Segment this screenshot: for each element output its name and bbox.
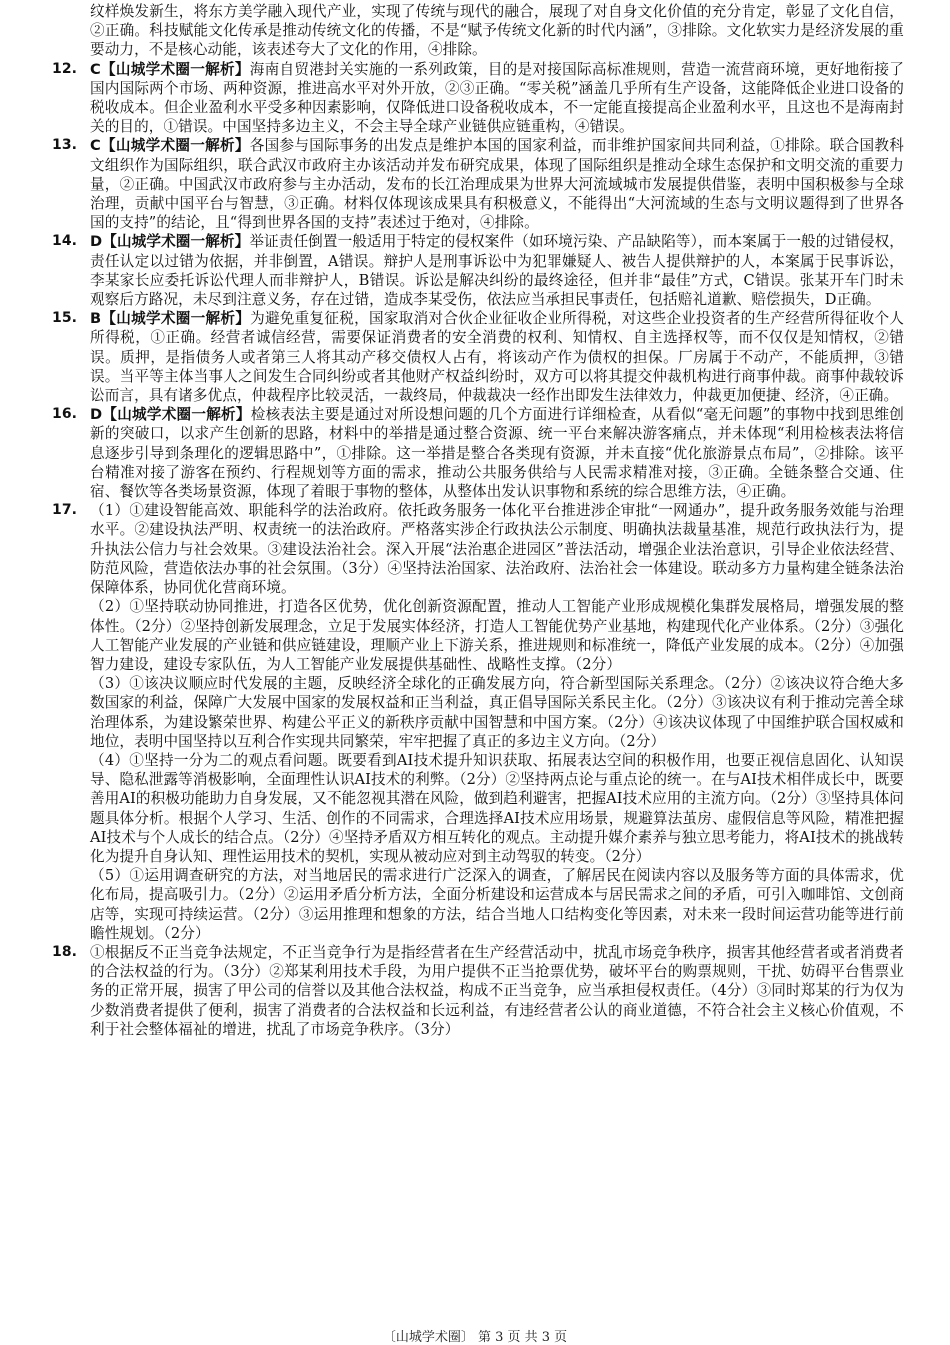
sub-answer-2: （2）①坚持联动协同推进，打造各区优势，优化创新资源配置，推动人工智能产业形成规模化集群发展格局，增强发展的整体性。（2分）②坚持创新发展理念，立足于发展实体经济，打造人工智能优势产业基地，构建现代化产业体系。（2分）③强化人工智能产业发展的产业链和供应链建设，理顺产业上下游关系，推进规则和标准统一，降低产业发展的成本。（2分）④加强智力建设，建设专家队伍，为人工智能产业发展提供基础性、战略性支撑。（2分） — [90, 598, 904, 673]
question-body — [90, 136, 904, 232]
source-tag: 【山城学术圈一解析】 — [101, 310, 251, 328]
sub-answer-3: （3）①该决议顺应时代发展的主题，反映经济全球化的正确发展方向，符合新型国际关系理念。（2分）②该决议符合绝大多数国家的利益，保障广大发展中国家的发展权益和正当利益，真正倡导国际关系民主化。（2分）③该决议有利于推动完善全球治理体系，为建设繁荣世界、构建公平正义的新秩序贡献中国智慧和中国方案。（2分）④该决议体现了中国维护联合国权威和地位，表明中国坚持以互利合作实现共同繁荣，牢牢把握了真正的多边主义方向。（2分） — [90, 675, 904, 750]
question-14 — [52, 232, 904, 309]
question-body — [90, 232, 904, 309]
source-tag: 【山城学术圈一解析】 — [100, 60, 250, 78]
sub-answer-1: （1）①建设智能高效、职能科学的法治政府。依托政务服务一体化平台推进涉企审批“一网通办”，提升政务服务效能与治理水平。②建设执法严明、权责统一的法治政府。严格落实涉企行政执法公示制度、明确执法裁量基准，规范行政执法行为，提升执法公信力与社会效果。③建设法治社会。深入开展“法治惠企进园区”普法活动，增强企业法治意识，引导企业依法经营、防范风险，营造依法办事的社会氛围。（3分）④坚持法治国家、法治政府、法治社会一体建设。联动多方力量构建全链条法治保障体系，协同优化营商环境。 — [90, 502, 904, 597]
explanation-text: 举证责任倒置一般适用于特定的侵权案件（如环境污染、产品缺陷等），而本案属于一般的过错侵权，责任认定以过错为依据，并非倒置，A错误。辩护人是刑事诉讼中为犯罪嫌疑人、被告人提供辩护的人，本案属于民事诉讼，李某家长应委托诉讼代理人而非辩护人，B错误。诉讼是解决纠纷的最终途径，但并非“最佳”方式，C错误。张某开车门时未观察后方路况，未尽到注意义务，存在过错，造成李某受伤，依法应当承担民事责任，包括赔礼道歉、赔偿损失，D正确。 — [90, 233, 904, 309]
question-15 — [52, 309, 904, 405]
explanation-text: 检核表法主要是通过对所设想问题的几个方面进行详细检查，从看似“毫无问题”的事物中找到思维创新的突破口，以求产生创新的思路，材料中的举措是通过整合资源、统一平台来解决游客痛点，并未体现“利用检核表法将信息逐步引导到条理化的逻辑思路中”，①排除。这一举措是整合各类现有资源，并未直接“优化旅游景点布局”，②排除。该平台精准对接了游客在预约、行程规划等方面的需求，推动公共服务供给与人民需求精准对接，③正确。全链条整合交通、住宿、餐饮等各类场景资源，体现了着眼于事物的整体，从整体出发认识事物和系统的综合思维方法，④正确。 — [90, 406, 904, 501]
question-number: 15. — [52, 310, 78, 327]
answer-option: B — [90, 310, 102, 328]
question-12 — [52, 60, 904, 137]
answer-option: D — [90, 233, 103, 251]
question-number: 13. — [52, 137, 78, 154]
question-17 — [52, 501, 904, 943]
question-13 — [52, 136, 904, 232]
question-16 — [52, 405, 904, 501]
question-body — [90, 309, 904, 405]
answer-option: C — [90, 60, 101, 78]
answer-page — [52, 0, 904, 1039]
question-body — [90, 501, 904, 943]
continued-paragraph: 纹样焕发新生，将东方美学融入现代产业，实现了传统与现代的融合，展现了对自身文化价值的充分肯定，彰显了文化自信，②正确。科技赋能文化传承是推动传统文化的传播，不是“赋予传统文化新的时代内涵”，③排除。文化软实力是经济发展的重要动力，不是核心动能，该表述夸大了文化的作用，④排除。 — [90, 3, 904, 59]
question-18 — [52, 943, 904, 1039]
question-body — [90, 60, 904, 137]
question-body — [90, 405, 904, 501]
question-number: 18. — [52, 943, 78, 960]
question-body: ①根据反不正当竞争法规定，不正当竞争行为是指经营者在生产经营活动中，扰乱市场竞争秩序，损害其他经营者或者消费者的合法权益的行为。（3分）②郑某利用技术手段，为用户提供不正当抢票优势，破坏平台的购票规则，干扰、妨碍平台售票业务的正常开展，损害了甲公司的信誉以及其他合法权益，构成不正当竞争，应当承担侵权责任。（4分）③同时郑某的行为仅为少数消费者提供了便利，损害了消费者的合法权益和长远利益，有违经营者公认的商业道德，不符合社会主义核心价值观，不利于社会整体福祉的增进，扰乱了市场竞争秩序。（3分） — [90, 943, 904, 1038]
question-number: 16. — [52, 406, 78, 423]
question-number: 14. — [52, 233, 78, 250]
sub-answer-4: （4）①坚持一分为二的观点看问题。既要看到AI技术提升知识获取、拓展表达空间的积极作用，也要正视信息固化、认知误导、隐私泄露等消极影响，全面理性认识AI技术的利弊。（2分）②坚持两点论与重点论的统一。在与AI技术相伴成长中，既要善用AI的积极功能助力自身发展，又不能忽视其潜在风险，做到趋利避害，把握AI技术应用的主流方向。（2分）③坚持具体问题具体分析。根据个人学习、生活、创作的不同需求，合理选择AI技术应用场景，规避算法茧房、虚假信息等风险，精准把握AI技术与个人成长的结合点。（2分）④坚持矛盾双方相互转化的观点。主动提升媒介素养与独立思考能力，将AI技术的挑战转化为提升自身认知、理性运用技术的契机，实现从被动应对到主动驾驭的转变。（2分） — [90, 751, 904, 865]
question-number: 17. — [52, 502, 78, 519]
answer-option: C — [90, 137, 101, 155]
answer-option: D — [90, 406, 103, 424]
source-tag: 【山城学术圈一解析】 — [100, 137, 250, 155]
sub-answer-5: （5）①运用调查研究的方法，对当地居民的需求进行广泛深入的调查，了解居民在阅读内容以及服务等方面的具体需求，优化布局，提高吸引力。（2分）②运用矛盾分析方法，全面分析建设和运营成本与居民需求之间的矛盾，可引入咖啡馆、文创商店等，实现可持续运营。（2分）③运用推理和想象的方法，结合当地人口结构变化等因素，对未来一段时间运营功能等进行前瞻性规划。（2分） — [90, 867, 904, 942]
page-footer: 〔山城学术圈〕 第 3 页 共 3 页 — [382, 1330, 568, 1345]
explanation-text: 为避免重复征税，国家取消对合伙企业征收企业所得税，对这些企业投资者的生产经营所得征收个人所得税，①正确。经营者诚信经营，需要保证消费者的安全消费的权利、知情权、自主选择权等，而不仅仅是知情权，②错误。质押，是指债务人或者第三人将其动产移交债权人占有，将该动产作为债权的担保。厂房属于不动产，不能质押，③错误。当平等主体当事人之间发生合同纠纷或者其他财产权益纠纷时，双方可以将其提交仲裁机构进行商事仲裁。商事仲裁较诉讼而言，具有诸多优点，仲裁程序比较灵活，一裁终局，仲裁裁决一经作出即发生法律效力，仲裁更加便捷、经济，④正确。 — [90, 310, 904, 405]
explanation-text: 各国参与国际事务的出发点是维护本国的国家利益，而非维护国家间共同利益，①排除。联合国教科文组织作为国际组织，联合武汉市政府主办该活动并发布研究成果，体现了国际组织是推动全球生态保护和文明交流的重要力量，②正确。中国武汉市政府参与主办活动，发布的长江治理成果为世界大河流域城市发展提供借鉴，表明中国积极参与全球治理，贡献中国平台与智慧，③正确。材料仅体现该成果具有积极意义，不能得出“大河流域的生态与文明议题得到了世界各国的支持”的结论，且“得到世界各国的支持”表述过于绝对，④排除。 — [90, 137, 904, 232]
explanation-text: 海南自贸港封关实施的一系列政策，目的是对接国际高标准规则，营造一流营商环境，更好地衔接了国内国际两个市场、两种资源，推进高水平对外开放，②③正确。“零关税”涵盖几乎所有生产设备，这能降低企业进口设备的税收成本。但企业盈利水平受多种因素影响，仅降低进口设备税收成本，不一定能直接提高企业盈利水平，且这也不是海南封关的目的，①错误。中国坚持多边主义，不会主导全球产业链供应链重构，④错误。 — [90, 60, 904, 136]
source-tag: 【山城学术圈一解析】 — [102, 233, 250, 251]
source-tag: 【山城学术圈一解析】 — [102, 406, 251, 424]
question-number: 12. — [52, 60, 78, 77]
